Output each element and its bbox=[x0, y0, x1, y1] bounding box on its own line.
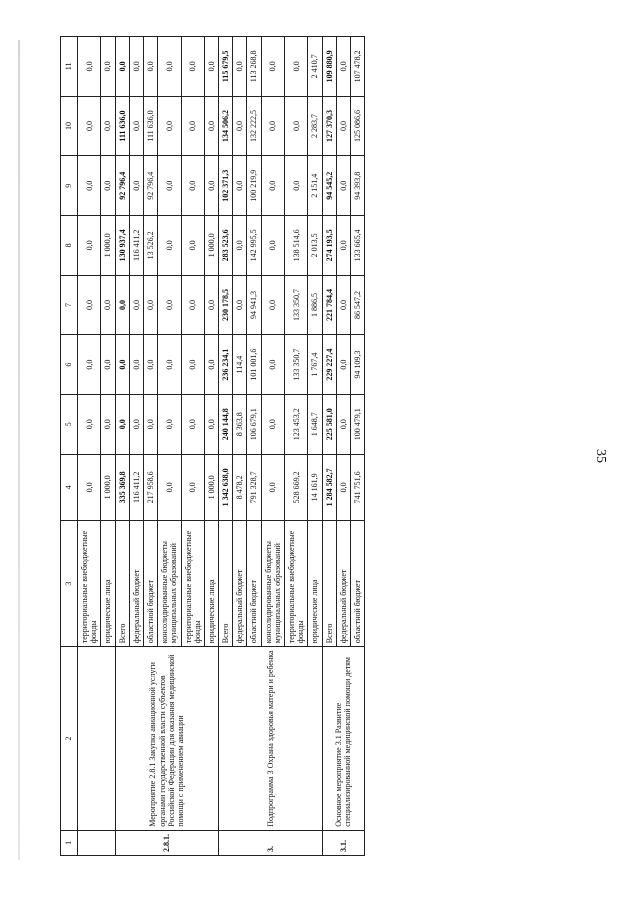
value-cell: 0,0 bbox=[78, 156, 101, 216]
header-col-9: 9 bbox=[61, 156, 78, 216]
funding-source-label: юридические лица bbox=[101, 521, 115, 647]
value-cell: 0,0 bbox=[204, 156, 218, 216]
funding-source-label: Всего bbox=[322, 521, 336, 647]
value-cell: 225 581,0 bbox=[322, 394, 336, 454]
rotated-table-page bbox=[60, 36, 580, 856]
value-cell: 115 679,5 bbox=[219, 37, 233, 97]
value-cell: 100 219,9 bbox=[247, 156, 261, 216]
value-cell: 0,0 bbox=[101, 37, 115, 97]
value-cell: 8 478,2 bbox=[233, 454, 247, 521]
table-row bbox=[219, 37, 233, 856]
row-name bbox=[78, 647, 116, 831]
value-cell: 94 545,2 bbox=[322, 156, 336, 216]
value-cell: 283 523,6 bbox=[219, 216, 233, 276]
funding-source-label: Всего bbox=[219, 521, 233, 647]
value-cell: 2 410,7 bbox=[308, 37, 322, 97]
value-cell: 0,0 bbox=[101, 335, 115, 395]
value-cell: 94 941,3 bbox=[247, 275, 261, 335]
value-cell: 741 751,6 bbox=[350, 454, 364, 521]
value-cell: 0,0 bbox=[78, 394, 101, 454]
value-cell: 0,0 bbox=[129, 96, 143, 156]
value-cell: 130 937,4 bbox=[115, 216, 129, 276]
value-cell: 240 144,8 bbox=[219, 394, 233, 454]
value-cell: 0,0 bbox=[78, 275, 101, 335]
value-cell: 0,0 bbox=[336, 216, 350, 276]
value-cell: 0,0 bbox=[158, 96, 181, 156]
value-cell: 0,0 bbox=[78, 37, 101, 97]
header-col-1: 1 bbox=[61, 830, 78, 855]
page-number: 35 bbox=[593, 449, 608, 463]
value-cell: 0,0 bbox=[129, 156, 143, 216]
table-row bbox=[115, 37, 129, 856]
value-cell: 0,0 bbox=[204, 96, 218, 156]
value-cell: 114,4 bbox=[233, 335, 247, 395]
value-cell: 1 000,0 bbox=[204, 454, 218, 521]
value-cell: 0,0 bbox=[158, 275, 181, 335]
value-cell: 125 086,6 bbox=[350, 96, 364, 156]
value-cell: 113 268,8 bbox=[247, 37, 261, 97]
header-col-8: 8 bbox=[61, 216, 78, 276]
value-cell: 0,0 bbox=[233, 37, 247, 97]
value-cell: 0,0 bbox=[115, 37, 129, 97]
value-cell: 0,0 bbox=[78, 96, 101, 156]
funding-source-label: областной бюджет bbox=[143, 521, 157, 647]
table-row bbox=[322, 37, 336, 856]
value-cell: 0,0 bbox=[336, 96, 350, 156]
header-col-3: 3 bbox=[61, 521, 78, 647]
value-cell: 109 880,9 bbox=[322, 37, 336, 97]
value-cell: 0,0 bbox=[261, 37, 284, 97]
funding-source-label: областной бюджет bbox=[247, 521, 261, 647]
value-cell: 2 151,4 bbox=[308, 156, 322, 216]
row-name: Подпрограмма 3 Охрана здоровья матери и ребенка bbox=[219, 647, 323, 831]
funding-source-label: территориальные внебюджетные фонды bbox=[181, 521, 204, 647]
value-cell: 0,0 bbox=[261, 335, 284, 395]
value-cell: 230 178,5 bbox=[219, 275, 233, 335]
value-cell: 111 636,0 bbox=[115, 96, 129, 156]
value-cell: 138 514,6 bbox=[285, 216, 308, 276]
budget-table bbox=[60, 36, 365, 856]
table-row bbox=[78, 37, 101, 856]
value-cell: 0,0 bbox=[261, 275, 284, 335]
value-cell: 127 370,3 bbox=[322, 96, 336, 156]
value-cell: 2 013,5 bbox=[308, 216, 322, 276]
funding-source-label: областной бюджет bbox=[350, 521, 364, 647]
value-cell: 0,0 bbox=[336, 156, 350, 216]
value-cell: 100 479,1 bbox=[350, 394, 364, 454]
value-cell: 0,0 bbox=[285, 37, 308, 97]
value-cell: 236 234,1 bbox=[219, 335, 233, 395]
value-cell: 0,0 bbox=[204, 37, 218, 97]
value-cell: 0,0 bbox=[233, 216, 247, 276]
value-cell: 1 000,0 bbox=[101, 216, 115, 276]
value-cell: 0,0 bbox=[181, 216, 204, 276]
value-cell: 0,0 bbox=[158, 37, 181, 97]
row-name: Основное мероприятие 3.1 Развитие специализированной медицинской помощи детям bbox=[322, 647, 365, 831]
value-cell: 0,0 bbox=[129, 275, 143, 335]
value-cell: 0,0 bbox=[158, 394, 181, 454]
value-cell: 0,0 bbox=[115, 335, 129, 395]
value-cell: 335 369,8 bbox=[115, 454, 129, 521]
value-cell: 13 526,2 bbox=[143, 216, 157, 276]
header-col-2: 2 bbox=[61, 647, 78, 831]
value-cell: 0,0 bbox=[158, 335, 181, 395]
header-col-7: 7 bbox=[61, 275, 78, 335]
funding-source-label: консолидированные бюджеты муниципальных образований bbox=[158, 521, 181, 647]
value-cell: 1 342 638,0 bbox=[219, 454, 233, 521]
value-cell: 0,0 bbox=[261, 394, 284, 454]
value-cell: 0,0 bbox=[261, 454, 284, 521]
value-cell: 0,0 bbox=[101, 96, 115, 156]
value-cell: 0,0 bbox=[143, 275, 157, 335]
row-code: 2.8.1. bbox=[115, 830, 219, 855]
value-cell: 2 283,7 bbox=[308, 96, 322, 156]
value-cell: 0,0 bbox=[158, 454, 181, 521]
value-cell: 1 000,0 bbox=[101, 454, 115, 521]
value-cell: 791 328,7 bbox=[247, 454, 261, 521]
value-cell: 133 665,4 bbox=[350, 216, 364, 276]
value-cell: 0,0 bbox=[336, 275, 350, 335]
value-cell: 92 796,4 bbox=[143, 156, 157, 216]
value-cell: 0,0 bbox=[181, 394, 204, 454]
value-cell: 133 350,7 bbox=[285, 335, 308, 395]
value-cell: 116 411,2 bbox=[129, 454, 143, 521]
header-row bbox=[61, 37, 78, 856]
value-cell: 0,0 bbox=[181, 156, 204, 216]
value-cell: 0,0 bbox=[129, 37, 143, 97]
value-cell: 0,0 bbox=[233, 156, 247, 216]
row-code: 3. bbox=[219, 830, 323, 855]
value-cell: 8 363,8 bbox=[233, 394, 247, 454]
value-cell: 14 161,9 bbox=[308, 454, 322, 521]
value-cell: 0,0 bbox=[336, 335, 350, 395]
value-cell: 0,0 bbox=[115, 275, 129, 335]
value-cell: 0,0 bbox=[143, 37, 157, 97]
value-cell: 0,0 bbox=[78, 216, 101, 276]
value-cell: 0,0 bbox=[261, 216, 284, 276]
value-cell: 134 506,2 bbox=[219, 96, 233, 156]
value-cell: 106 679,1 bbox=[247, 394, 261, 454]
value-cell: 1 648,7 bbox=[308, 394, 322, 454]
value-cell: 0,0 bbox=[233, 96, 247, 156]
value-cell: 0,0 bbox=[204, 394, 218, 454]
funding-source-label: территориальные внебюджетные фонды bbox=[285, 521, 308, 647]
value-cell: 1 000,0 bbox=[204, 216, 218, 276]
value-cell: 0,0 bbox=[336, 37, 350, 97]
value-cell: 94 109,3 bbox=[350, 335, 364, 395]
value-cell: 101 001,6 bbox=[247, 335, 261, 395]
header-col-11: 11 bbox=[61, 37, 78, 97]
funding-source-label: юридические лица bbox=[204, 521, 218, 647]
value-cell: 0,0 bbox=[143, 335, 157, 395]
value-cell: 0,0 bbox=[129, 394, 143, 454]
value-cell: 217 958,6 bbox=[143, 454, 157, 521]
value-cell: 0,0 bbox=[233, 275, 247, 335]
header-col-6: 6 bbox=[61, 335, 78, 395]
value-cell: 274 193,5 bbox=[322, 216, 336, 276]
value-cell: 0,0 bbox=[181, 96, 204, 156]
value-cell: 132 222,5 bbox=[247, 96, 261, 156]
value-cell: 0,0 bbox=[78, 454, 101, 521]
value-cell: 0,0 bbox=[336, 454, 350, 521]
row-code bbox=[78, 830, 116, 855]
value-cell: 0,0 bbox=[101, 275, 115, 335]
value-cell: 0,0 bbox=[181, 37, 204, 97]
row-name: Мероприятие 2.8.1 Закупка авиационной услуги органами государственной власти субъектов Российской Федерации для оказания медицинской помощи с применением авиации bbox=[115, 647, 219, 831]
value-cell: 221 784,4 bbox=[322, 275, 336, 335]
value-cell: 0,0 bbox=[204, 275, 218, 335]
value-cell: 0,0 bbox=[158, 216, 181, 276]
value-cell: 0,0 bbox=[181, 275, 204, 335]
value-cell: 0,0 bbox=[285, 96, 308, 156]
value-cell: 229 227,4 bbox=[322, 335, 336, 395]
value-cell: 0,0 bbox=[143, 394, 157, 454]
funding-source-label: консолидированные бюджеты муниципальных образований bbox=[261, 521, 284, 647]
funding-source-label: юридические лица bbox=[308, 521, 322, 647]
value-cell: 0,0 bbox=[158, 156, 181, 216]
value-cell: 0,0 bbox=[78, 335, 101, 395]
value-cell: 0,0 bbox=[261, 156, 284, 216]
value-cell: 111 636,0 bbox=[143, 96, 157, 156]
value-cell: 0,0 bbox=[181, 454, 204, 521]
funding-source-label: федеральный бюджет bbox=[129, 521, 143, 647]
row-code: 3.1. bbox=[322, 830, 365, 855]
value-cell: 92 796,4 bbox=[115, 156, 129, 216]
value-cell: 102 371,3 bbox=[219, 156, 233, 216]
value-cell: 86 547,2 bbox=[350, 275, 364, 335]
header-col-5: 5 bbox=[61, 394, 78, 454]
value-cell: 1 767,4 bbox=[308, 335, 322, 395]
value-cell: 133 350,7 bbox=[285, 275, 308, 335]
value-cell: 0,0 bbox=[261, 96, 284, 156]
value-cell: 0,0 bbox=[181, 335, 204, 395]
value-cell: 123 453,2 bbox=[285, 394, 308, 454]
funding-source-label: федеральный бюджет bbox=[233, 521, 247, 647]
value-cell: 0,0 bbox=[129, 335, 143, 395]
value-cell: 0,0 bbox=[285, 156, 308, 216]
header-col-10: 10 bbox=[61, 96, 78, 156]
funding-source-label: территориальные внебюджетные фонды bbox=[78, 521, 101, 647]
value-cell: 0,0 bbox=[336, 394, 350, 454]
funding-source-label: федеральный бюджет bbox=[336, 521, 350, 647]
value-cell: 107 478,2 bbox=[350, 37, 364, 97]
value-cell: 0,0 bbox=[204, 335, 218, 395]
value-cell: 1 886,5 bbox=[308, 275, 322, 335]
scan-edge-mark bbox=[18, 40, 20, 860]
value-cell: 1 284 582,7 bbox=[322, 454, 336, 521]
funding-source-label: Всего bbox=[115, 521, 129, 647]
value-cell: 528 669,2 bbox=[285, 454, 308, 521]
value-cell: 0,0 bbox=[115, 394, 129, 454]
header-col-4: 4 bbox=[61, 454, 78, 521]
value-cell: 94 393,8 bbox=[350, 156, 364, 216]
value-cell: 0,0 bbox=[101, 156, 115, 216]
value-cell: 0,0 bbox=[101, 394, 115, 454]
value-cell: 142 995,5 bbox=[247, 216, 261, 276]
value-cell: 116 411,2 bbox=[129, 216, 143, 276]
